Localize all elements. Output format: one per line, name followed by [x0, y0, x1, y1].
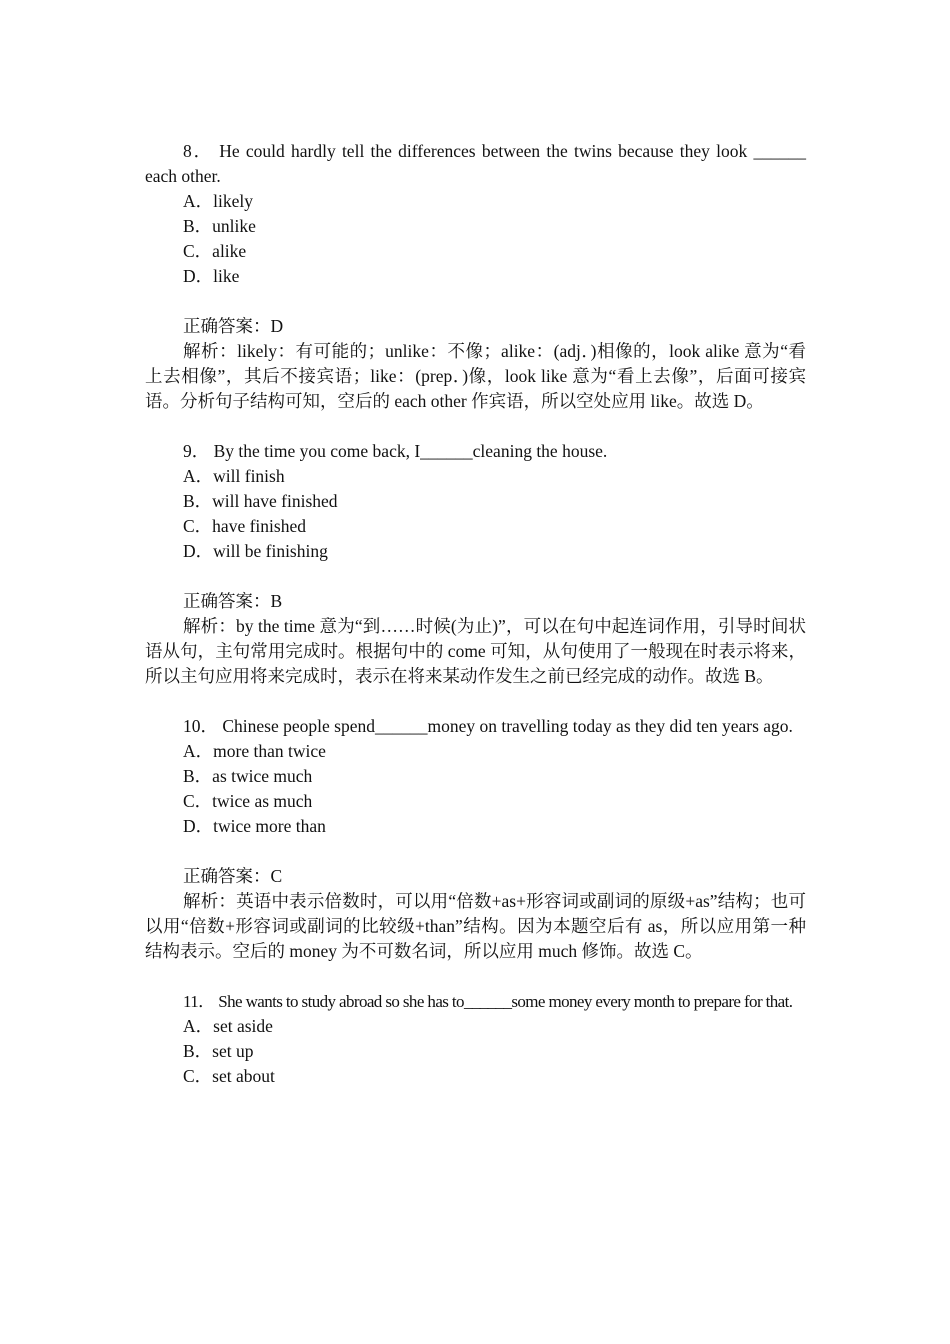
option-d: D．twice more than — [183, 816, 326, 836]
correct-answer: 正确答案：D — [183, 316, 284, 336]
question-8 — [145, 139, 806, 414]
option-a: A．will finish — [183, 466, 285, 486]
document-page — [145, 139, 806, 1089]
option-d: D．like — [183, 266, 240, 286]
option-a: A．set aside — [183, 1016, 273, 1036]
option-b: B．unlike — [183, 216, 256, 236]
option-b: B．as twice much — [183, 766, 313, 786]
question-stem: 9． By the time you come back, I______cleaning the house. — [183, 441, 608, 461]
option-b: B．will have finished — [183, 491, 338, 511]
option-b: B．set up — [183, 1041, 254, 1061]
question-9 — [145, 439, 806, 689]
option-a: A．more than twice — [183, 741, 326, 761]
question-11 — [145, 989, 806, 1089]
option-d: D．will be finishing — [183, 541, 328, 561]
question-stem: 8． He could hardly tell the differences between the twins because they look ______ each other. — [145, 141, 806, 186]
option-c: C．alike — [183, 241, 247, 261]
analysis-text: 解析：英语中表示倍数时，可以用“倍数+as+形容词或副词的原级+as”结构；也可以用“倍数+形容词或副词的比较级+than”结构。因为本题空后有 as，所以应用第一种结构表示。空后的 money 为不可数名词，所以应用 much 修饰。故选 C。 — [145, 891, 806, 961]
correct-answer: 正确答案：B — [183, 591, 283, 611]
analysis-text: 解析：likely：有可能的；unlike：不像；alike：(adj．)相像的，look alike 意为“看上去相像”，其后不接宾语；like：(prep．)像，look like 意为“看上去像”，后面可接宾语。分析句子结构可知，空后的 each other 作宾语，所以空处应用 like。故选 D。 — [145, 341, 806, 411]
correct-answer: 正确答案：C — [183, 866, 283, 886]
question-10 — [145, 714, 806, 964]
analysis-text: 解析：by the time 意为“到……时候(为止)”，可以在句中起连词作用，引导时间状语从句，主句常用完成时。根据句中的 come 可知，从句使用了一般现在时表示将来，所以主句应用将来完成时，表示在将来某动作发生之前已经完成的动作。故选 B。 — [145, 616, 806, 686]
option-c: C．set about — [183, 1066, 275, 1086]
option-c: C．have finished — [183, 516, 306, 536]
question-stem: 10． Chinese people spend______money on travelling today as they did ten years ago. — [183, 716, 793, 736]
option-a: A．likely — [183, 191, 253, 211]
question-stem: 11． She wants to study abroad so she has to______some money every month to prepare for that. — [183, 992, 793, 1011]
option-c: C．twice as much — [183, 791, 313, 811]
